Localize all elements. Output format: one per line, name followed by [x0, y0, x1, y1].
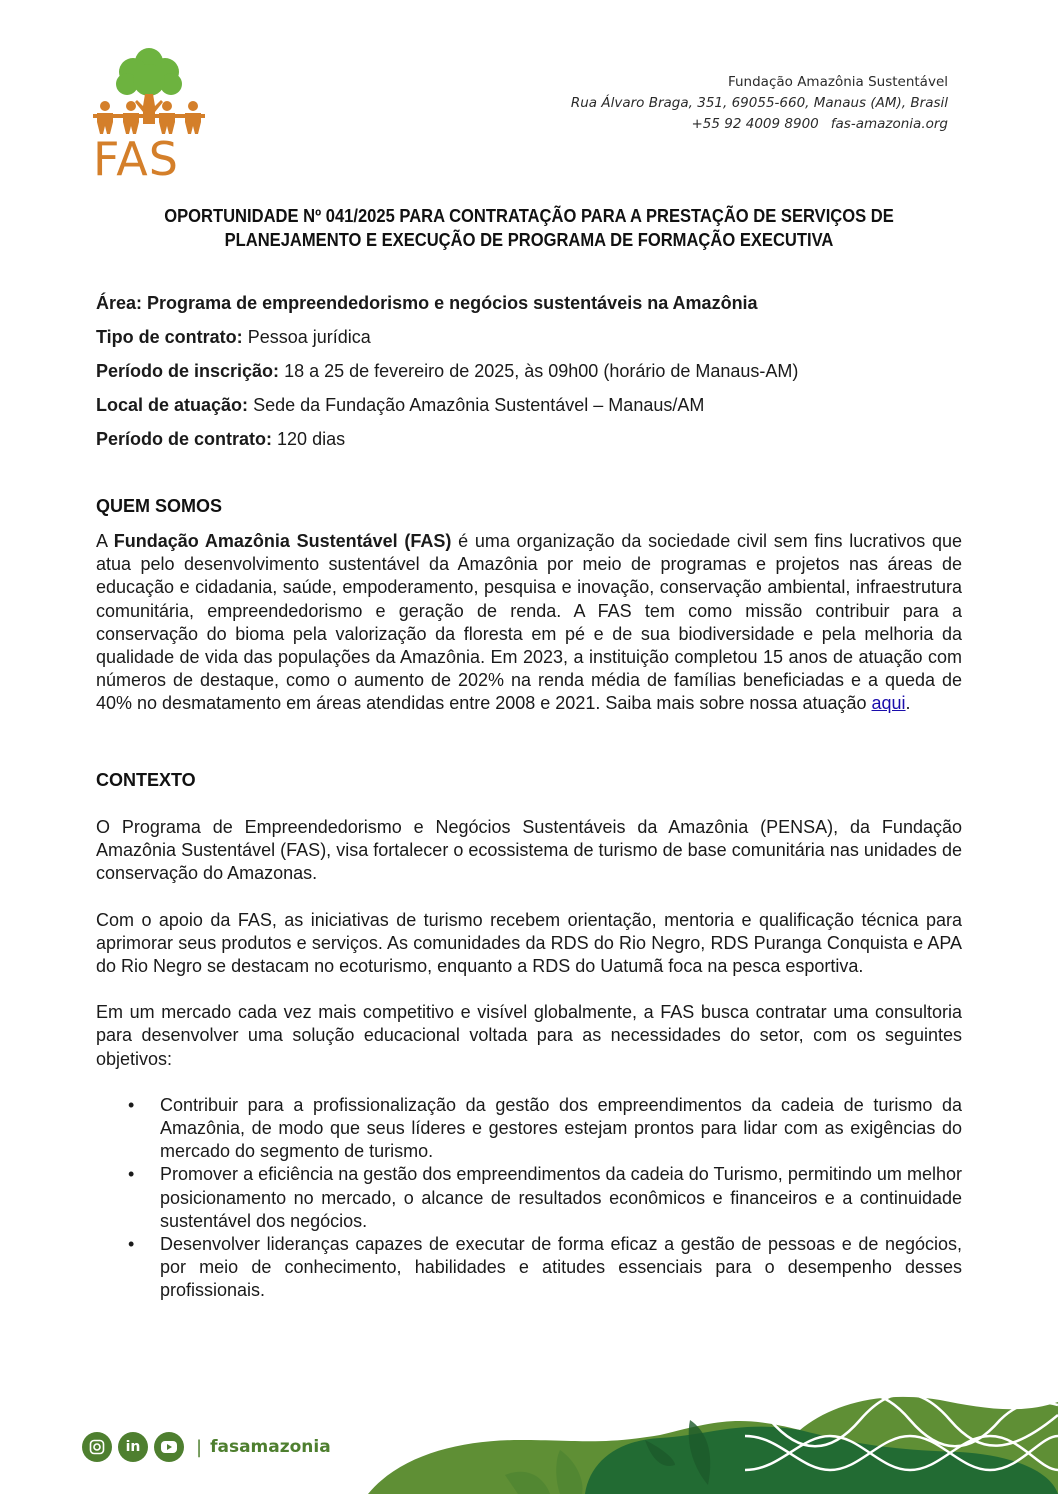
linkedin-icon[interactable]: in — [118, 1432, 148, 1462]
footer-separator: | — [196, 1436, 203, 1458]
field-label: Local de atuação: — [96, 395, 249, 415]
org-contact — [571, 114, 948, 135]
field-registration-period — [96, 354, 956, 388]
about-paragraph — [96, 530, 962, 716]
field-label: Período de contrato: — [96, 429, 273, 449]
field-value: Sede da Fundação Amazônia Sustentável – Manaus/AM — [253, 395, 705, 415]
objectives-list — [96, 1094, 962, 1303]
org-name-bold: Fundação Amazônia Sustentável (FAS) — [113, 531, 452, 551]
text-run: . — [905, 693, 911, 714]
text-run: A — [96, 531, 114, 551]
context-paragraph: Com o apoio da FAS, as iniciativas de turismo recebem orientação, mentoria e qualificação técnica para aprimorar seus produtos e serviços. As comunidades da RDS do Rio Negro, RDS Puranga Conquista e APA do Rio Negro se destacam no ecoturismo, enquanto a RDS do Uatumã foca na pesca esportiva. — [96, 909, 962, 977]
field-value: 18 a 25 de fevereiro de 2025, às 09h00 (horário de Manaus-AM) — [284, 361, 799, 381]
list-item — [96, 1094, 962, 1164]
opportunity-fields — [96, 286, 956, 456]
instagram-icon[interactable] — [82, 1432, 112, 1462]
footer-wave-decoration — [360, 1360, 1058, 1497]
text-run: é uma organização da sociedade civil sem fins lucrativos que atua pelo desenvolvimento sustentável da Amazônia por meio de programas e projetos nas áreas de educação e cidadania, saúde, empoderamento, pesquisa e inovação, conservação ambiental, infraestrutura comunitária, empreendedorismo e geração de renda. A FAS tem como missão contribuir para a conservação do bioma pela valorização da floresta em pé e de sua biodiversidade e pela melhoria da qualidade de vida das populações da Amazônia. Em 2023, a instituição completou 15 anos de atuação com números de destaque, como o aumento de 202% na renda média de famílias beneficiadas e a queda de 40% no desmatamento em áreas atendidas entre 2008 e 2021. Saiba mais sobre nossa atuação — [96, 531, 963, 714]
org-website[interactable]: fas-amazonia.org — [830, 116, 948, 132]
field-label: Área: — [96, 293, 143, 313]
section-heading: CONTEXTO — [96, 770, 196, 790]
context-paragraph: O Programa de Empreendedorismo e Negócios Sustentáveis da Amazônia (PENSA), da Fundação Amazônia Sustentável (FAS), visa fortalecer o ecossistema de turismo de base comunitária nas unidades de conservação do Amazonas. — [96, 817, 962, 884]
field-value: Pessoa jurídica — [247, 327, 371, 347]
field-label: Período de inscrição: — [96, 361, 280, 381]
document-title — [131, 204, 928, 252]
bullet: • — [128, 1094, 135, 1115]
list-item — [96, 1163, 962, 1233]
list-item — [96, 1233, 962, 1303]
field-contract-type — [96, 320, 956, 354]
field-value: Programa de empreendedorismo e negócios sustentáveis na Amazônia — [147, 293, 758, 313]
tree-with-people-icon — [93, 44, 205, 136]
bullet: • — [128, 1164, 135, 1185]
youtube-icon[interactable] — [154, 1432, 184, 1462]
org-phone: +55 92 4009 8900 — [691, 116, 819, 132]
field-value: 120 dias — [277, 429, 346, 449]
org-address: Rua Álvaro Braga, 351, 69055-660, Manaus (AM), Brasil — [570, 95, 948, 111]
footer-social — [82, 1432, 331, 1462]
field-contract-period — [96, 422, 956, 456]
organization-info — [571, 72, 948, 135]
learn-more-link[interactable]: aqui — [871, 693, 906, 714]
section-contexto — [96, 768, 962, 1303]
title-line-1: OPORTUNIDADE Nº 041/2025 PARA CONTRATAÇÃO PARA A PRESTAÇÃO DE SERVIÇOS DE — [164, 206, 894, 226]
section-heading: QUEM SOMOS — [96, 496, 223, 516]
list-item-text: Contribuir para a profissionalização da gestão dos empreendimentos da cadeia de turismo da Amazônia, de modo que seus líderes e gestores estejam prontos para lidar com as exigências do mercado do segmento de turismo. — [160, 1094, 962, 1162]
bullet: • — [128, 1234, 135, 1255]
field-label: Tipo de contrato: — [96, 327, 243, 347]
list-item-text: Promover a eficiência na gestão dos empreendimentos da cadeia do Turismo, permitindo um melhor posicionamento no mercado, o alcance de resultados econômicos e financeiros e a continuidade sustentável dos negócios. — [160, 1164, 962, 1231]
fas-logo — [93, 44, 205, 184]
logo-text: FAS — [93, 132, 179, 186]
social-handle[interactable]: fasamazonia — [210, 1437, 331, 1457]
field-area — [96, 286, 956, 320]
org-name: Fundação Amazônia Sustentável — [727, 74, 948, 90]
section-quem-somos — [96, 494, 962, 716]
field-location — [96, 388, 956, 422]
list-item-text: Desenvolver lideranças capazes de executar de forma eficaz a gestão de pessoas e de negócios, por meio de conhecimento, habilidades e atitudes essenciais para o desempenho desses profissionais. — [160, 1234, 962, 1301]
title-line-2: PLANEJAMENTO E EXECUÇÃO DE PROGRAMA DE FORMAÇÃO EXECUTIVA — [224, 230, 834, 250]
context-paragraph: Em um mercado cada vez mais competitivo e visível globalmente, a FAS busca contratar uma consultoria para desenvolver uma solução educacional voltada para as necessidades do setor, com os seguintes objetivos: — [96, 1002, 962, 1069]
